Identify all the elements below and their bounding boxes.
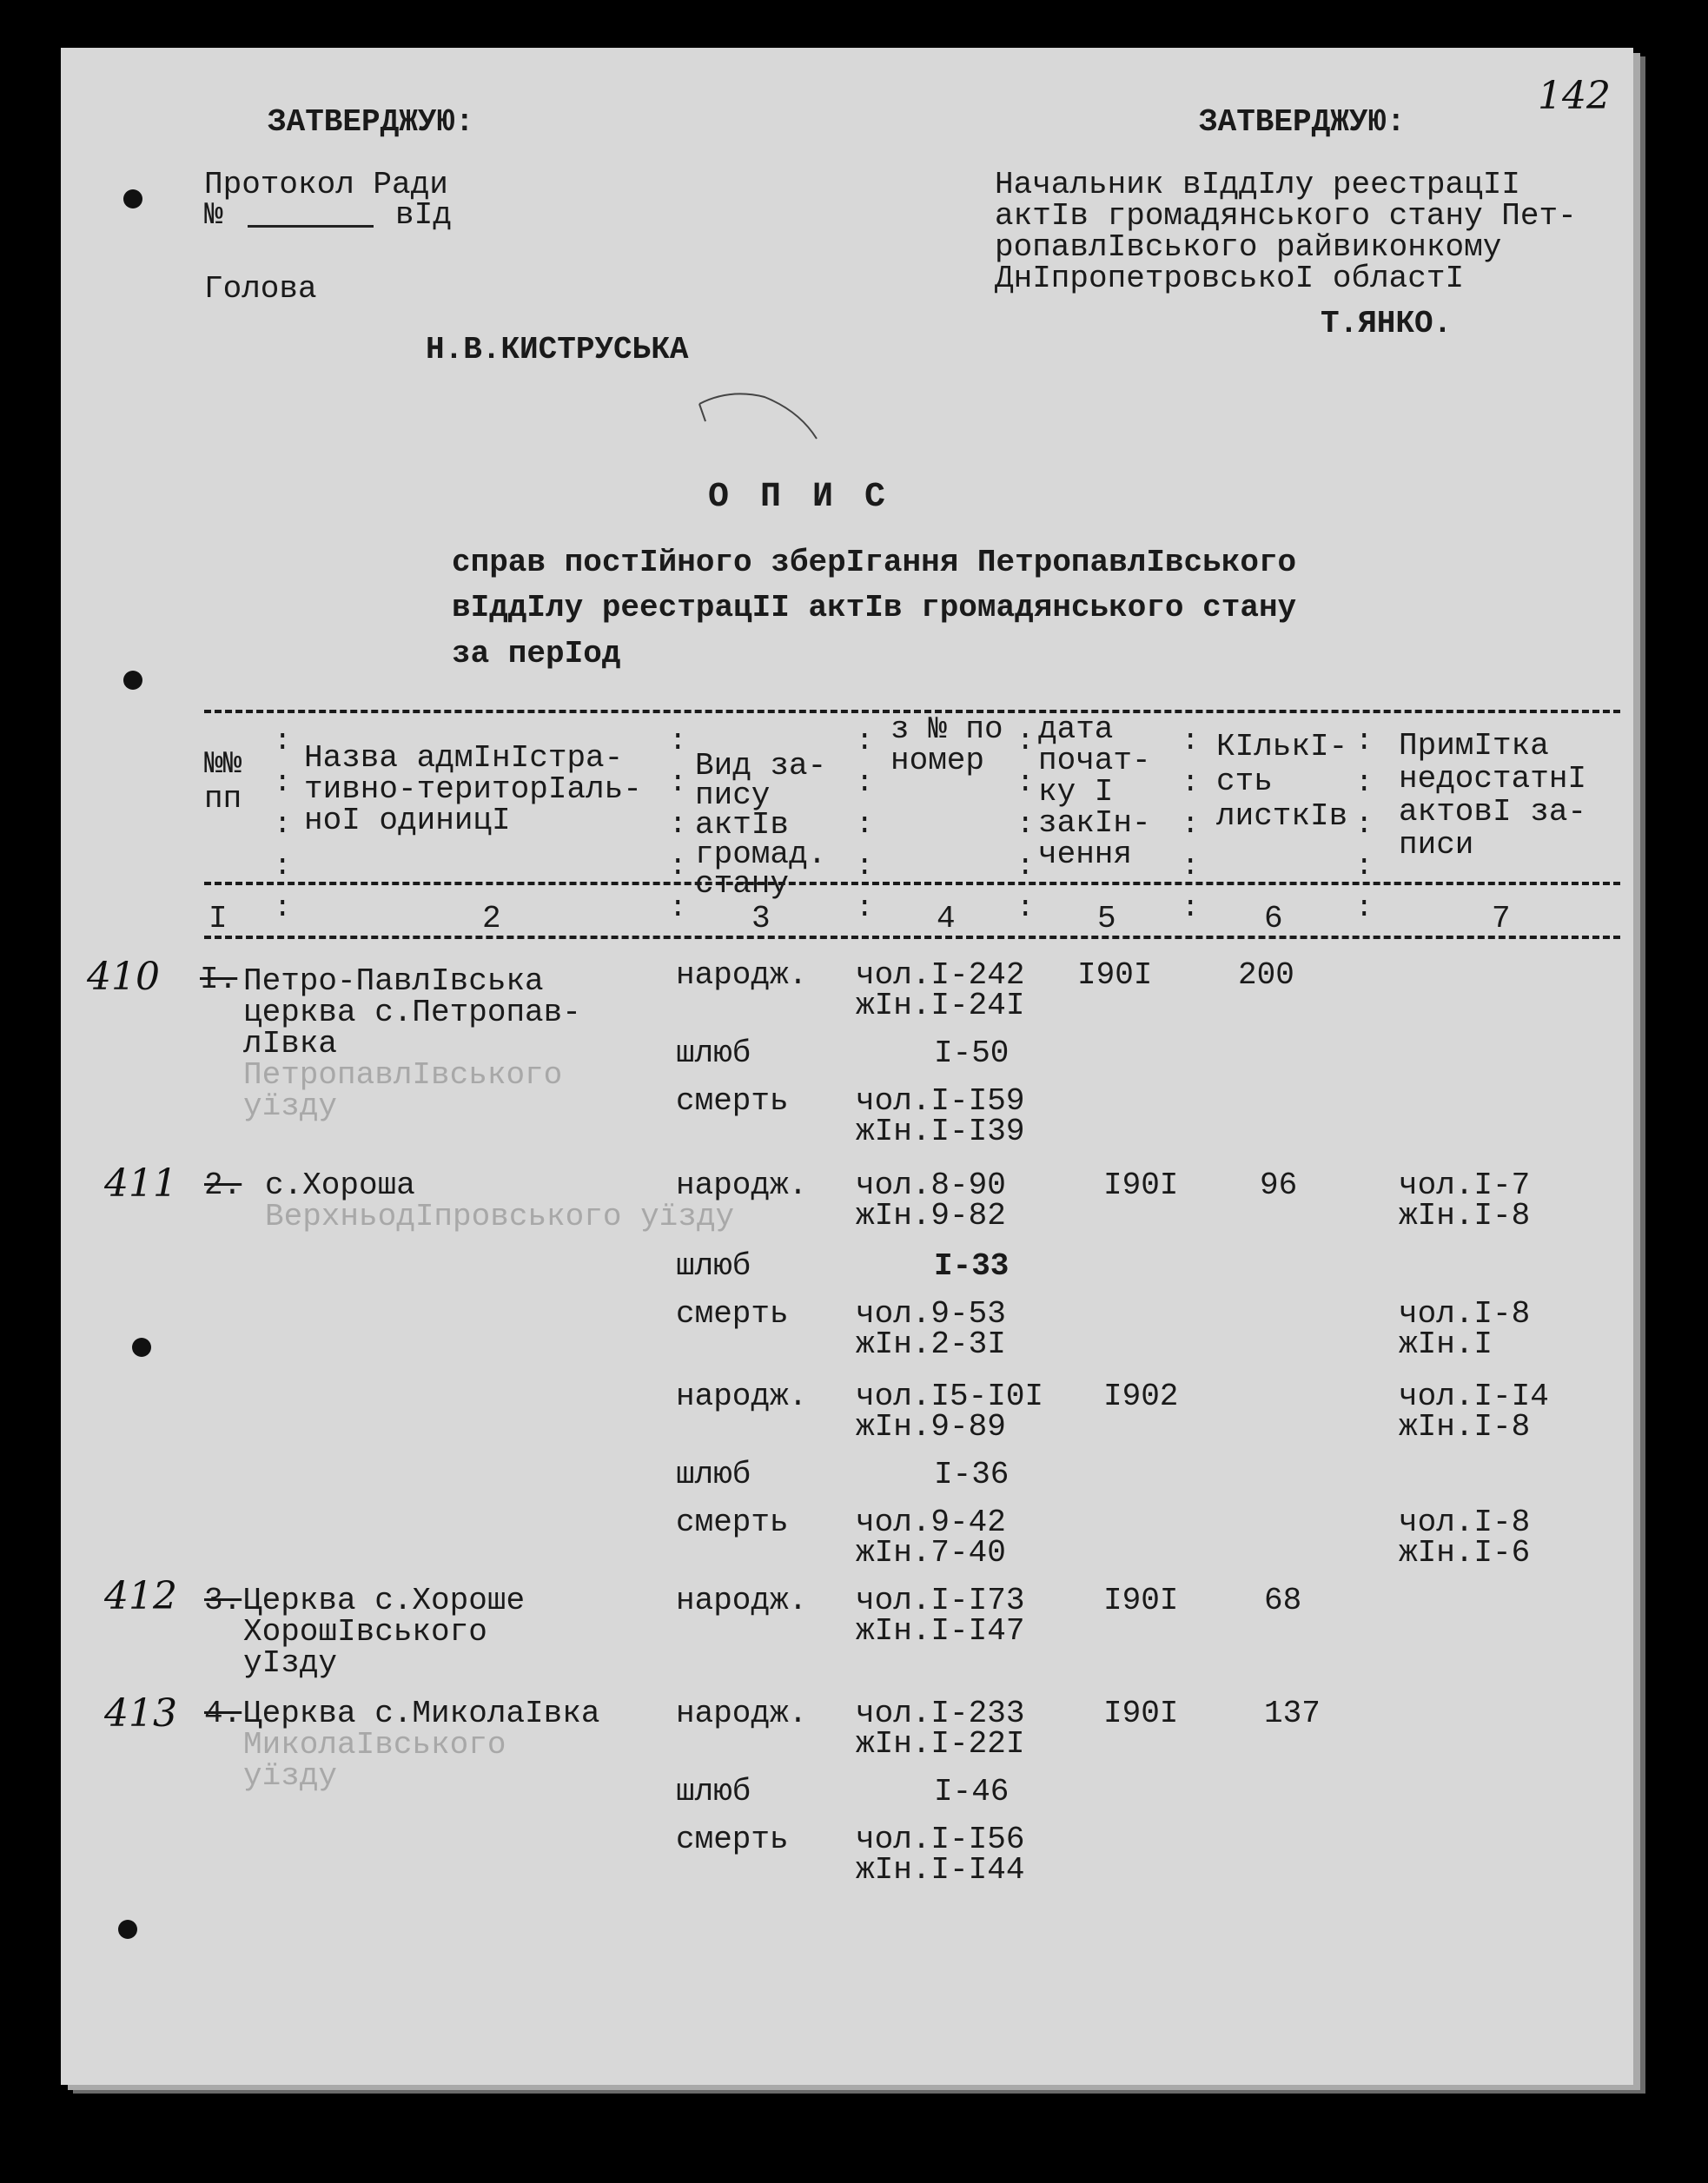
record-range: чол.9-42 bbox=[856, 1505, 1006, 1540]
record-range: чол.І-242 bbox=[856, 957, 1025, 993]
header-line: ноІ одиницІ bbox=[304, 803, 511, 838]
approver-title-line: ДнІпропетровськоІ областІ bbox=[995, 261, 1465, 296]
record-range: жІн.І-22І bbox=[856, 1726, 1025, 1762]
record-note: жІн.І-8 bbox=[1399, 1198, 1531, 1234]
record-type: народж. bbox=[676, 1379, 808, 1414]
subtitle-line: вІддІлу реестрацІІ актІв громадянського стану bbox=[452, 590, 1297, 625]
record-note: чол.І-7 bbox=[1399, 1168, 1531, 1203]
unit-name-faint: уїзду bbox=[243, 1088, 338, 1124]
header-line: актовІ за- bbox=[1399, 794, 1587, 830]
document-title: О П И С bbox=[708, 478, 891, 517]
record-range: чол.І-І56 bbox=[856, 1822, 1025, 1857]
header-rule bbox=[204, 936, 1620, 939]
subtitle-line: за перІод bbox=[452, 636, 621, 671]
unit-name-line: Петро-ПавлІвська bbox=[243, 963, 544, 999]
record-note: жІн.І-6 bbox=[1399, 1535, 1531, 1571]
header-line: громад. bbox=[695, 837, 827, 872]
record-type: народж. bbox=[676, 957, 808, 993]
col1-header bbox=[204, 747, 242, 817]
record-note: жІн.І-8 bbox=[1399, 1409, 1531, 1445]
header-line: №№ bbox=[204, 746, 242, 782]
header-line: чення bbox=[1038, 837, 1133, 872]
record-sheets: 137 bbox=[1264, 1696, 1321, 1731]
archive-number: 413 bbox=[104, 1691, 177, 1736]
column-number: 5 bbox=[1097, 901, 1116, 936]
header-line: листкІв bbox=[1216, 798, 1348, 834]
record-range: І-50 bbox=[934, 1035, 1010, 1071]
header-line: актІв bbox=[695, 807, 790, 843]
approver-signature: Т.ЯНКО. bbox=[1321, 306, 1453, 341]
record-note: жІн.І bbox=[1399, 1326, 1493, 1362]
header-line: пису bbox=[695, 777, 771, 813]
column-number: 7 bbox=[1492, 901, 1511, 936]
col6-header bbox=[1216, 730, 1347, 834]
record-type: народж. bbox=[676, 1168, 808, 1203]
header-line: Вид за- bbox=[695, 748, 827, 784]
header-line: дата bbox=[1038, 711, 1114, 747]
record-range: чол.І-І59 bbox=[856, 1083, 1025, 1119]
column-number: 2 bbox=[482, 901, 501, 936]
record-range: жІн.І-І44 bbox=[856, 1852, 1025, 1888]
chairman-name: Н.В.КИСТРУСЬКА bbox=[426, 332, 689, 367]
column-separator: : : : : : bbox=[1355, 725, 1374, 925]
record-range: чол.8-90 bbox=[856, 1168, 1006, 1203]
record-date: І90І bbox=[1103, 1168, 1179, 1203]
unit-name-faint: ПетропавлІвського bbox=[243, 1057, 563, 1093]
record-range: жІн.9-82 bbox=[856, 1198, 1006, 1234]
column-separator: : : : : : bbox=[669, 725, 687, 925]
record-sheets: 68 bbox=[1264, 1583, 1302, 1618]
header-line: тивно-територІаль- bbox=[304, 771, 642, 807]
header-line: ПримІтка bbox=[1399, 728, 1549, 764]
header-line: пп bbox=[204, 781, 242, 817]
record-sheets: 200 bbox=[1238, 957, 1294, 993]
record-range: жІн.І-І47 bbox=[856, 1613, 1025, 1649]
record-type: смерть bbox=[676, 1083, 789, 1119]
record-type: шлюб bbox=[676, 1774, 751, 1809]
header-rule bbox=[204, 882, 1620, 885]
punch-hole bbox=[123, 189, 142, 208]
unit-name-line: церква с.Петропав- bbox=[243, 995, 581, 1030]
record-type: шлюб bbox=[676, 1035, 751, 1071]
unit-name-line: Церква с.Хороше bbox=[243, 1583, 526, 1618]
record-range: жІн.7-40 bbox=[856, 1535, 1006, 1571]
record-type: смерть bbox=[676, 1505, 789, 1540]
protocol-number-blank bbox=[248, 225, 374, 228]
header-line: закІн- bbox=[1038, 805, 1151, 841]
record-range: чол.І-233 bbox=[856, 1696, 1025, 1731]
unit-name-line: уІзду bbox=[243, 1645, 338, 1681]
approval-heading: ЗАТВЕРДЖУЮ: bbox=[1199, 104, 1406, 140]
header-line: сть bbox=[1216, 764, 1273, 799]
header-line: Назва адмІнІстра- bbox=[304, 740, 624, 776]
record-date: І902 bbox=[1103, 1379, 1179, 1414]
record-note: чол.І-І4 bbox=[1399, 1379, 1549, 1414]
col4-header bbox=[890, 711, 1003, 778]
header-line: недостатнІ bbox=[1399, 761, 1587, 797]
record-range: жІн.І-24І bbox=[856, 988, 1025, 1023]
record-range: чол.І5-І0І bbox=[856, 1379, 1044, 1414]
document-page bbox=[61, 48, 1633, 2085]
punch-hole bbox=[132, 1338, 151, 1357]
archive-number: 411 bbox=[104, 1161, 177, 1206]
record-type: народж. bbox=[676, 1583, 808, 1618]
punch-hole bbox=[118, 1920, 137, 1939]
column-number: І bbox=[209, 901, 228, 936]
approver-title-line: ропавлІвського райвиконкому bbox=[995, 229, 1502, 265]
record-date: І90І bbox=[1103, 1696, 1179, 1731]
header-line: ку І bbox=[1038, 774, 1114, 810]
row-number: 3. bbox=[204, 1583, 242, 1618]
record-range: чол.І-І73 bbox=[856, 1583, 1025, 1618]
record-type: народж. bbox=[676, 1696, 808, 1731]
protocol-date-label: вІд bbox=[395, 197, 452, 233]
approval-heading: ЗАТВЕРДЖУЮ: bbox=[268, 104, 474, 140]
record-range: І-33 bbox=[934, 1248, 1010, 1284]
unit-name-line: лІвка bbox=[243, 1026, 338, 1062]
column-separator: : : : : : bbox=[1182, 725, 1200, 925]
pencil-mark bbox=[695, 387, 825, 447]
record-type: шлюб bbox=[676, 1248, 751, 1284]
archive-number: 410 bbox=[87, 955, 160, 999]
subtitle-line: справ постІйного зберІгання ПетропавлІвського bbox=[452, 545, 1297, 580]
col7-header bbox=[1399, 730, 1586, 862]
header-line: з № по bbox=[890, 711, 1003, 747]
approver-title-line: Начальник вІддІлу реестрацІІ bbox=[995, 167, 1520, 202]
unit-name-line: ХорошІвського bbox=[243, 1614, 487, 1650]
row-number: 2. bbox=[204, 1168, 242, 1203]
record-sheets: 96 bbox=[1260, 1168, 1298, 1203]
row-number: 4. bbox=[204, 1696, 242, 1731]
record-date: І90І bbox=[1077, 957, 1153, 993]
header-line: номер bbox=[890, 743, 985, 778]
archive-number: 412 bbox=[104, 1574, 177, 1618]
record-range: жІн.І-І39 bbox=[856, 1114, 1025, 1149]
protocol-label: Протокол Ради bbox=[204, 167, 448, 202]
approver-title-line: актІв громадянського стану Пет- bbox=[995, 198, 1577, 234]
record-note: чол.І-8 bbox=[1399, 1296, 1531, 1332]
col2-header bbox=[304, 740, 642, 838]
record-type: шлюб bbox=[676, 1457, 751, 1492]
record-date: І90І bbox=[1103, 1583, 1179, 1618]
page-number: 142 bbox=[1538, 74, 1611, 118]
header-line: почат- bbox=[1038, 743, 1151, 778]
header-line: писи bbox=[1399, 827, 1474, 863]
record-range: І-36 bbox=[934, 1457, 1010, 1492]
col3-header bbox=[695, 748, 827, 902]
column-separator: : : : : : bbox=[856, 725, 874, 925]
record-range: чол.9-53 bbox=[856, 1296, 1006, 1332]
unit-name-line: Церква с.МиколаІвка bbox=[243, 1696, 600, 1731]
record-note: чол.І-8 bbox=[1399, 1505, 1531, 1540]
protocol-number-label: № bbox=[204, 197, 223, 233]
column-number: 3 bbox=[751, 901, 771, 936]
punch-hole bbox=[123, 671, 142, 690]
header-line: стану bbox=[695, 866, 790, 902]
unit-name-faint: ВерхньодІпровського уїзду bbox=[265, 1199, 735, 1234]
row-number: І. bbox=[200, 962, 238, 997]
column-number: 6 bbox=[1264, 901, 1283, 936]
record-range: жІн.2-3І bbox=[856, 1326, 1006, 1362]
col5-header bbox=[1038, 711, 1151, 872]
column-separator: : : : : : bbox=[1016, 725, 1035, 925]
record-range: І-46 bbox=[934, 1774, 1010, 1809]
chairman-label: Голова bbox=[204, 271, 317, 307]
unit-name-line: с.Хороша bbox=[265, 1168, 415, 1203]
header-line: КІлькІ- bbox=[1216, 729, 1348, 764]
unit-name-faint: уїзду bbox=[243, 1758, 338, 1794]
record-type: смерть bbox=[676, 1296, 789, 1332]
column-separator: : : : : : bbox=[274, 725, 292, 925]
record-range: жІн.9-89 bbox=[856, 1409, 1006, 1445]
unit-name-faint: МиколаІвського bbox=[243, 1727, 506, 1763]
record-type: смерть bbox=[676, 1822, 789, 1857]
column-number: 4 bbox=[937, 901, 956, 936]
